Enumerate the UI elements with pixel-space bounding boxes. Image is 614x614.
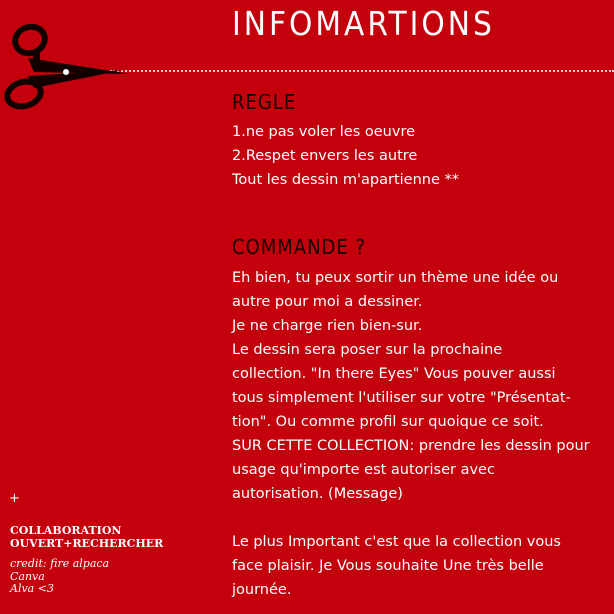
commande-line: usage qu'importe est autoriser avec <box>232 462 495 478</box>
closing-line: face plaisir. Je Vous souhaite Une très belle <box>232 558 544 574</box>
credit-line: credit: fire alpaca <box>10 557 110 570</box>
credit-line: Canva <box>10 569 45 583</box>
collab-line: OUVERT+RECHERCHER <box>10 537 164 550</box>
regle-list <box>232 120 604 192</box>
closing-paragraph <box>232 530 604 602</box>
commande-heading: COMMANDE ? <box>232 235 367 259</box>
regle-line: 1.ne pas voler les oeuvre <box>232 124 416 140</box>
commande-line: SUR CETTE COLLECTION: prendre les dessin pour <box>232 438 590 454</box>
commande-line: autorisation. (Message) <box>232 486 403 502</box>
regle-heading: REGLE <box>232 90 297 114</box>
closing-line: Le plus Important c'est que la collection vous <box>232 534 561 550</box>
commande-line: autre pour moi a dessiner. <box>232 294 423 310</box>
collaboration-notice <box>10 524 163 550</box>
commande-paragraph <box>232 266 604 506</box>
scissors-icon <box>0 18 150 114</box>
commande-line: tous simplement l'utiliser sur votre "Présentat- <box>232 390 571 406</box>
regle-line: 2.Respet envers les autre <box>232 148 418 164</box>
plus-mark: + <box>9 491 20 506</box>
commande-line: collection. "In there Eyes" Vous pouver aussi <box>232 366 556 382</box>
dotted-cut-line <box>110 70 614 72</box>
closing-line: journée. <box>232 582 292 598</box>
commande-line: Eh bien, tu peux sortir un thème une idée ou <box>232 270 559 286</box>
collab-line: COLLABORATION <box>10 524 122 537</box>
credit-line: Alva <3 <box>10 582 54 595</box>
credits-list <box>10 558 109 596</box>
page-title: INFOMARTIONS <box>232 4 495 43</box>
commande-line: tion". Ou comme profil sur quoique ce soit. <box>232 414 544 430</box>
regle-line: Tout les dessin m'apartienne ** <box>232 172 460 188</box>
commande-line: Le dessin sera poser sur la prochaine <box>232 342 503 358</box>
commande-line: Je ne charge rien bien-sur. <box>232 318 423 334</box>
